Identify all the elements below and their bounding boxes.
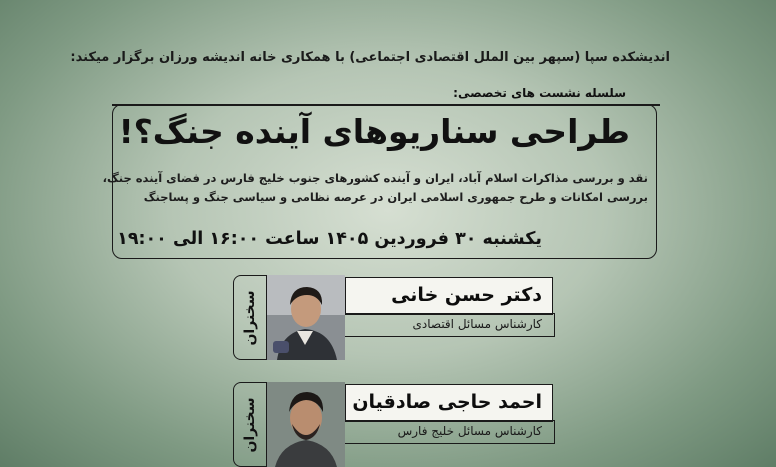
speaker-portrait-image: [267, 382, 345, 467]
speaker-name: دکتر حسن خانی: [391, 284, 542, 306]
speaker-role-bar: [345, 313, 555, 337]
speaker-role-bar: [345, 420, 555, 444]
speaker-photo: [267, 275, 345, 360]
series-label: سلسله نشست های تخصصی:: [453, 86, 626, 100]
speaker-tab-label: سخنران: [242, 289, 258, 346]
intro-text: اندیشکده سپا (سپهر بین الملل اقتصادی اجتماعی) با همکاری خانه اندیشه ورزان برگزار میکند:: [70, 50, 670, 65]
speaker-name-bar: [345, 277, 553, 315]
speaker-photo: [267, 382, 345, 467]
event-datetime: یکشنبه ۳۰ فروردین ۱۴۰۵ ساعت ۱۶:۰۰ الی ۱۹:۰۰: [117, 229, 542, 249]
description-line-1: نقد و بررسی مذاکرات اسلام آباد، ایران و آینده کشورهای جنوب خلیج فارس در فضای آینده جنگ،: [102, 171, 648, 185]
speaker-name: احمد حاجی صادقیان: [352, 391, 542, 413]
description-line-2: بررسی امکانات و طرح جمهوری اسلامی ایران در عرصه نظامی و سیاسی جنگ و پساجنگ: [143, 190, 648, 204]
speaker-name-bar: [345, 384, 553, 422]
speaker-role: کارشناس مسائل اقتصادی: [412, 317, 542, 331]
speaker-portrait-image: [267, 275, 345, 360]
speaker-role: کارشناس مسائل خلیج فارس: [397, 424, 542, 438]
speaker-tab: [233, 275, 267, 360]
speaker-card: [233, 382, 555, 467]
speaker-tab-label: سخنران: [242, 396, 258, 453]
speaker-tab: [233, 382, 267, 467]
event-title: طراحی سناریوهای آینده جنگ؟!: [118, 112, 630, 151]
speaker-card: [233, 275, 555, 360]
